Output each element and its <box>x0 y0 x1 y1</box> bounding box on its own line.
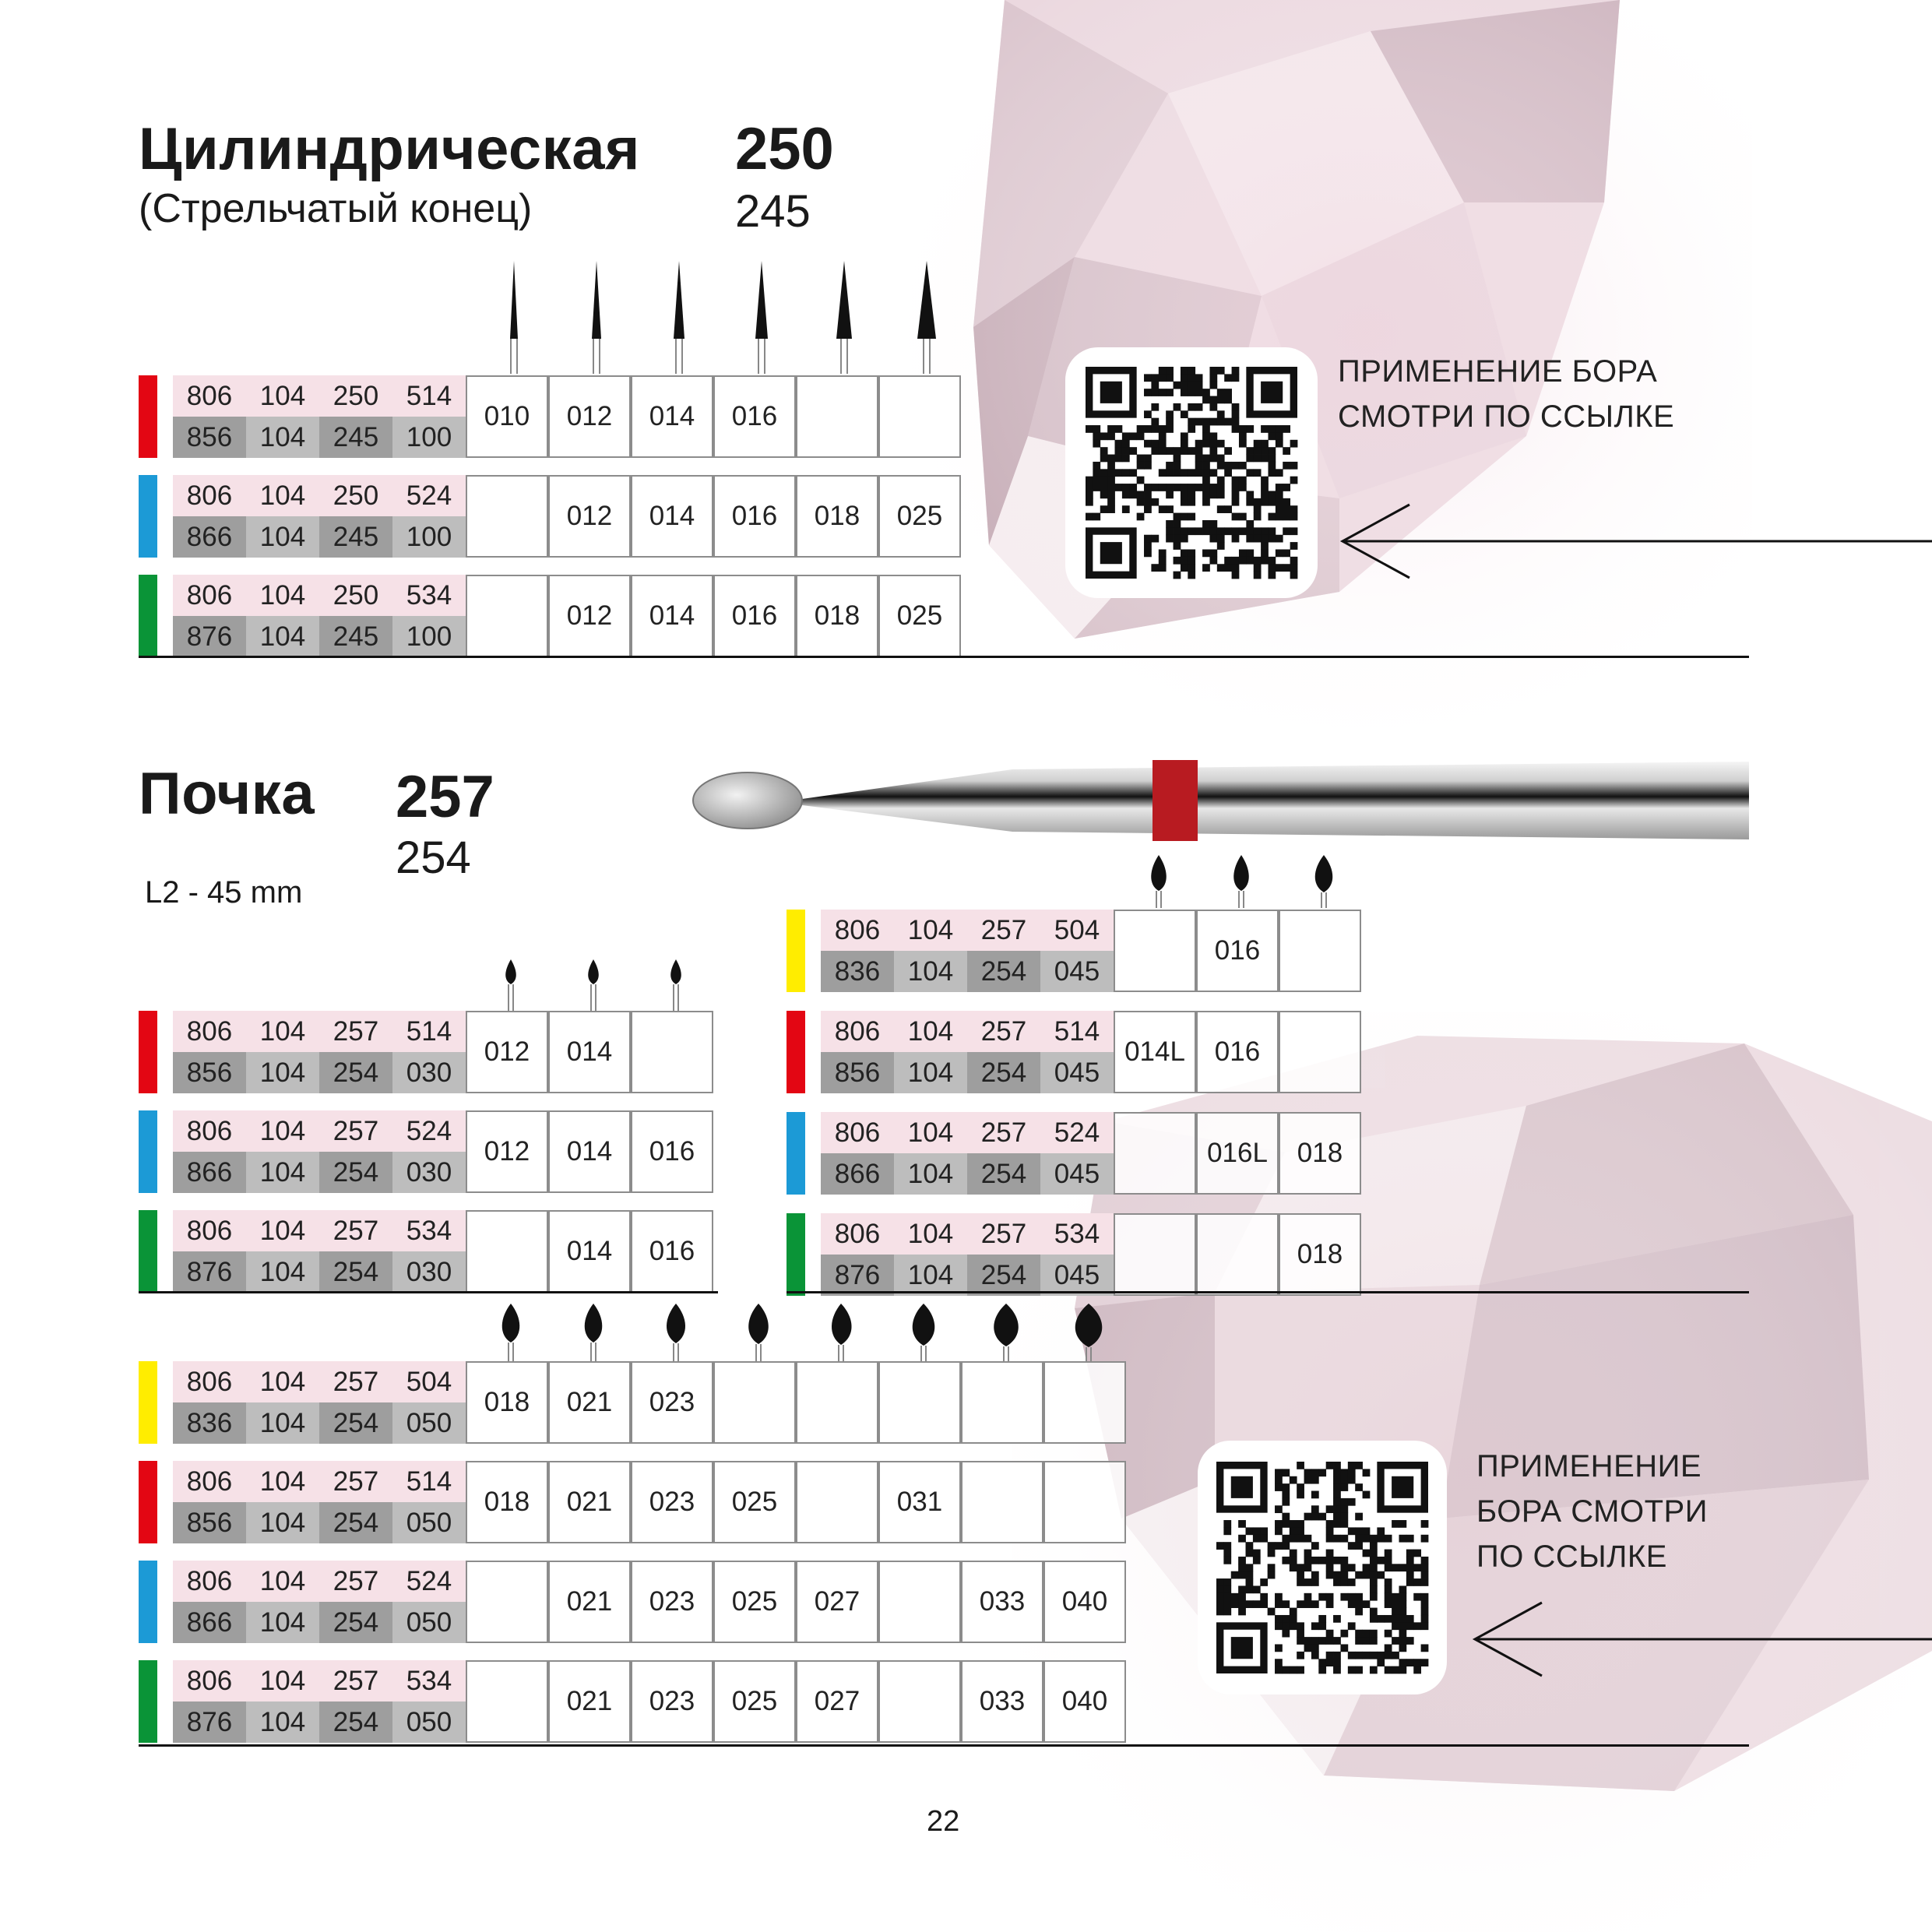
article-code-bottom: 866 <box>821 1153 894 1195</box>
section1-bur-shapes <box>469 257 967 374</box>
size-cell <box>796 1361 878 1444</box>
article-code-bottom: 104 <box>246 1602 319 1643</box>
article-code-bottom: 045 <box>1040 951 1114 992</box>
article-code-top: 806 <box>173 1461 246 1502</box>
size-cell: 012 <box>548 375 631 458</box>
section1-number-main: 250 <box>735 116 834 182</box>
article-code-bottom: 254 <box>319 1701 392 1743</box>
size-cell: 012 <box>548 575 631 657</box>
article-code-bottom: 045 <box>1040 1255 1114 1296</box>
qr-code-icon[interactable] <box>1065 347 1318 598</box>
size-cell: 018 <box>466 1461 548 1543</box>
size-cell: 010 <box>466 375 548 458</box>
article-code-bottom: 254 <box>319 1402 392 1444</box>
size-cell: 016 <box>713 475 796 558</box>
size-cell <box>1279 1011 1361 1093</box>
qr-card-1[interactable] <box>1065 347 1318 598</box>
article-code-bottom: 104 <box>246 1402 319 1444</box>
article-code-bottom: 866 <box>173 516 246 558</box>
article-code-top: 504 <box>1040 910 1114 951</box>
size-cell: 016L <box>1196 1112 1279 1195</box>
section2-number-main: 257 <box>396 764 494 830</box>
qr2-caption <box>1476 1444 1708 1579</box>
section2-divider-c <box>139 1744 1749 1747</box>
size-cell: 031 <box>878 1461 961 1543</box>
size-cell: 023 <box>631 1361 713 1444</box>
section1-number-sub: 245 <box>735 186 811 237</box>
size-cell: 040 <box>1043 1660 1126 1743</box>
size-cell: 014 <box>548 1110 631 1193</box>
article-code-bottom: 836 <box>821 951 894 992</box>
size-cell <box>1114 910 1196 992</box>
color-band-green <box>139 1660 157 1743</box>
size-cell <box>961 1361 1043 1444</box>
section1-divider <box>139 656 1749 658</box>
article-code-top: 806 <box>821 1213 894 1255</box>
size-cell: 018 <box>796 475 878 558</box>
code-row <box>139 1011 716 1093</box>
size-cell <box>631 1011 713 1093</box>
size-cell <box>713 1361 796 1444</box>
color-band-yellow <box>139 1361 157 1444</box>
article-code-top: 534 <box>392 1210 466 1251</box>
article-code-top: 534 <box>392 1660 466 1701</box>
size-cell <box>466 1561 548 1643</box>
code-row <box>139 375 964 458</box>
article-code-bottom: 245 <box>319 516 392 558</box>
article-code-bottom: 245 <box>319 417 392 458</box>
article-code-top: 104 <box>246 375 319 417</box>
size-cell: 018 <box>796 575 878 657</box>
article-code-bottom: 045 <box>1040 1153 1114 1195</box>
size-cell <box>796 375 878 458</box>
article-code-bottom: 030 <box>392 1152 466 1193</box>
article-code-top: 257 <box>319 1110 392 1152</box>
size-cell: 021 <box>548 1361 631 1444</box>
size-cell: 014 <box>631 475 713 558</box>
size-cell: 012 <box>466 1011 548 1093</box>
article-code-top: 104 <box>246 1660 319 1701</box>
size-cell: 018 <box>466 1361 548 1444</box>
article-code-bottom: 254 <box>967 1153 1040 1195</box>
article-code-bottom: 100 <box>392 616 466 657</box>
article-code-top: 806 <box>821 1011 894 1052</box>
size-cell: 023 <box>631 1660 713 1743</box>
article-code-top: 257 <box>319 1210 392 1251</box>
size-cell <box>1043 1461 1126 1543</box>
size-cell: 023 <box>631 1561 713 1643</box>
code-row <box>139 1361 1129 1444</box>
article-code-top: 806 <box>173 1561 246 1602</box>
article-code-top: 534 <box>1040 1213 1114 1255</box>
article-code-bottom: 050 <box>392 1701 466 1743</box>
section2-number-sub: 254 <box>396 832 471 883</box>
code-row <box>787 1011 1364 1093</box>
article-code-top: 104 <box>246 475 319 516</box>
article-code-bottom: 104 <box>894 951 967 992</box>
page-number: 22 <box>927 1805 960 1838</box>
size-cell: 025 <box>878 575 961 657</box>
article-code-bottom: 876 <box>173 1251 246 1293</box>
article-code-bottom: 856 <box>821 1052 894 1093</box>
code-row <box>787 1112 1364 1195</box>
article-code-bottom: 254 <box>967 1052 1040 1093</box>
article-code-top: 514 <box>1040 1011 1114 1052</box>
article-code-top: 257 <box>319 1561 392 1602</box>
color-band-blue <box>787 1112 805 1195</box>
size-cell: 021 <box>548 1461 631 1543</box>
size-cell: 025 <box>713 1461 796 1543</box>
size-cell: 021 <box>548 1660 631 1743</box>
article-code-top: 524 <box>392 1110 466 1152</box>
article-code-bottom: 104 <box>246 417 319 458</box>
arrow-left-icon <box>1470 1596 1932 1682</box>
article-code-bottom: 050 <box>392 1402 466 1444</box>
article-code-top: 104 <box>246 1110 319 1152</box>
qr-code-icon[interactable] <box>1198 1441 1447 1694</box>
color-band-red <box>139 1011 157 1093</box>
section2-title: Почка <box>139 761 315 827</box>
size-cell <box>878 375 961 458</box>
size-cell: 016 <box>1196 1011 1279 1093</box>
size-cell: 014 <box>548 1210 631 1293</box>
article-code-top: 104 <box>894 910 967 951</box>
bur-illustration <box>685 754 1749 847</box>
size-cell <box>878 1660 961 1743</box>
size-cell <box>878 1361 961 1444</box>
qr2-caption-line1: ПРИМЕНЕНИЕ <box>1476 1449 1702 1483</box>
color-band-yellow <box>787 910 805 992</box>
color-band-green <box>139 575 157 657</box>
size-cell: 016 <box>713 575 796 657</box>
article-code-top: 534 <box>392 575 466 616</box>
article-code-bottom: 866 <box>173 1152 246 1193</box>
size-cell <box>466 475 548 558</box>
article-code-bottom: 856 <box>173 1052 246 1093</box>
article-code-bottom: 045 <box>1040 1052 1114 1093</box>
article-code-top: 104 <box>246 1011 319 1052</box>
article-code-bottom: 876 <box>173 616 246 657</box>
article-code-top: 806 <box>173 1110 246 1152</box>
qr2-caption-line3: ПО ССЫЛКЕ <box>1476 1540 1667 1574</box>
article-code-top: 806 <box>173 1011 246 1052</box>
article-code-bottom: 856 <box>173 417 246 458</box>
article-code-top: 257 <box>967 910 1040 951</box>
article-code-bottom: 254 <box>319 1052 392 1093</box>
article-code-top: 806 <box>821 910 894 951</box>
code-row <box>139 1110 716 1193</box>
section2-divider-a <box>139 1291 718 1293</box>
article-code-top: 104 <box>246 1561 319 1602</box>
size-cell: 014 <box>548 1011 631 1093</box>
qr-card-2[interactable] <box>1198 1441 1447 1694</box>
article-code-bottom: 104 <box>246 1251 319 1293</box>
section2-kidney-shapes-a <box>469 956 718 1011</box>
article-code-bottom: 104 <box>246 516 319 558</box>
section2-kidney-shapes-b <box>1117 853 1366 908</box>
size-cell: 014 <box>631 375 713 458</box>
size-cell <box>466 1210 548 1293</box>
code-row <box>139 1461 1129 1543</box>
article-code-bottom: 254 <box>967 951 1040 992</box>
size-cell <box>878 1561 961 1643</box>
article-code-bottom: 104 <box>894 1052 967 1093</box>
qr1-caption-line2: СМОТРИ ПО ССЫЛКЕ <box>1338 399 1675 434</box>
size-cell: 018 <box>1279 1112 1361 1195</box>
article-code-top: 257 <box>319 1461 392 1502</box>
size-cell <box>1196 1213 1279 1296</box>
article-code-top: 104 <box>894 1213 967 1255</box>
size-cell: 040 <box>1043 1561 1126 1643</box>
article-code-top: 250 <box>319 475 392 516</box>
article-code-top: 250 <box>319 375 392 417</box>
article-code-bottom: 876 <box>173 1701 246 1743</box>
article-code-bottom: 104 <box>246 1502 319 1543</box>
size-cell <box>466 575 548 657</box>
article-code-bottom: 104 <box>894 1153 967 1195</box>
size-cell: 016 <box>713 375 796 458</box>
color-band-red <box>139 1461 157 1543</box>
article-code-bottom: 856 <box>173 1502 246 1543</box>
article-code-top: 257 <box>967 1112 1040 1153</box>
article-code-top: 257 <box>319 1660 392 1701</box>
size-cell <box>1279 910 1361 992</box>
section1-title: Цилиндрическая <box>139 116 640 182</box>
article-code-top: 806 <box>173 375 246 417</box>
article-code-top: 104 <box>894 1112 967 1153</box>
article-code-top: 806 <box>173 1361 246 1402</box>
size-cell: 025 <box>713 1660 796 1743</box>
size-cell: 014 <box>631 575 713 657</box>
article-code-top: 250 <box>319 575 392 616</box>
article-code-bottom: 254 <box>319 1251 392 1293</box>
code-row <box>139 1660 1129 1743</box>
size-cell <box>466 1660 548 1743</box>
size-cell: 012 <box>548 475 631 558</box>
article-code-bottom: 104 <box>894 1255 967 1296</box>
article-code-top: 514 <box>392 375 466 417</box>
article-code-top: 524 <box>392 475 466 516</box>
article-code-top: 806 <box>173 575 246 616</box>
code-row <box>787 910 1364 992</box>
qr1-caption <box>1338 349 1674 439</box>
article-code-bottom: 254 <box>967 1255 1040 1296</box>
section2-kidney-shapes-c <box>469 1302 1131 1361</box>
article-code-top: 257 <box>967 1011 1040 1052</box>
color-band-red <box>787 1011 805 1093</box>
article-code-bottom: 245 <box>319 616 392 657</box>
article-code-top: 806 <box>173 1660 246 1701</box>
article-code-bottom: 030 <box>392 1052 466 1093</box>
size-cell <box>961 1461 1043 1543</box>
size-cell: 027 <box>796 1561 878 1643</box>
size-cell: 033 <box>961 1561 1043 1643</box>
article-code-top: 104 <box>894 1011 967 1052</box>
size-cell <box>1043 1361 1126 1444</box>
article-code-bottom: 104 <box>246 1152 319 1193</box>
article-code-top: 524 <box>1040 1112 1114 1153</box>
article-code-top: 104 <box>246 1461 319 1502</box>
color-band-green <box>139 1210 157 1293</box>
article-code-top: 524 <box>392 1561 466 1602</box>
article-code-bottom: 104 <box>246 616 319 657</box>
size-cell: 023 <box>631 1461 713 1543</box>
qr2-caption-line2: БОРА СМОТРИ <box>1476 1494 1708 1529</box>
size-cell: 016 <box>631 1210 713 1293</box>
article-code-bottom: 100 <box>392 516 466 558</box>
article-code-bottom: 104 <box>246 1701 319 1743</box>
article-code-top: 257 <box>967 1213 1040 1255</box>
color-band-blue <box>139 1561 157 1643</box>
article-code-bottom: 100 <box>392 417 466 458</box>
size-cell: 016 <box>631 1110 713 1193</box>
code-row <box>139 575 964 657</box>
article-code-top: 257 <box>319 1011 392 1052</box>
article-code-top: 514 <box>392 1011 466 1052</box>
size-cell: 021 <box>548 1561 631 1643</box>
article-code-bottom: 030 <box>392 1251 466 1293</box>
size-cell: 012 <box>466 1110 548 1193</box>
article-code-top: 104 <box>246 575 319 616</box>
article-code-bottom: 254 <box>319 1152 392 1193</box>
code-row <box>787 1213 1364 1296</box>
article-code-top: 504 <box>392 1361 466 1402</box>
color-band-red <box>139 375 157 458</box>
section2-divider-b <box>787 1291 1749 1293</box>
size-cell <box>796 1461 878 1543</box>
size-cell: 025 <box>713 1561 796 1643</box>
arrow-left-icon <box>1338 498 1932 584</box>
size-cell: 014L <box>1114 1011 1196 1093</box>
article-code-bottom: 876 <box>821 1255 894 1296</box>
color-band-blue <box>139 1110 157 1193</box>
size-cell: 018 <box>1279 1213 1361 1296</box>
article-code-top: 104 <box>246 1361 319 1402</box>
size-cell <box>1114 1213 1196 1296</box>
size-cell: 027 <box>796 1660 878 1743</box>
article-code-top: 806 <box>821 1112 894 1153</box>
article-code-bottom: 050 <box>392 1502 466 1543</box>
article-code-bottom: 254 <box>319 1502 392 1543</box>
article-code-bottom: 254 <box>319 1602 392 1643</box>
color-band-blue <box>139 475 157 558</box>
code-row <box>139 1210 716 1293</box>
article-code-top: 806 <box>173 475 246 516</box>
article-code-bottom: 050 <box>392 1602 466 1643</box>
size-cell: 016 <box>1196 910 1279 992</box>
article-code-bottom: 836 <box>173 1402 246 1444</box>
size-cell: 025 <box>878 475 961 558</box>
section2-length-note: L2 - 45 mm <box>145 875 303 910</box>
color-band-green <box>787 1213 805 1296</box>
article-code-top: 104 <box>246 1210 319 1251</box>
article-code-bottom: 866 <box>173 1602 246 1643</box>
qr1-caption-line1: ПРИМЕНЕНИЕ БОРА <box>1338 354 1658 389</box>
size-cell: 033 <box>961 1660 1043 1743</box>
article-code-bottom: 104 <box>246 1052 319 1093</box>
section1-subtitle: (Стрельчатый конец) <box>139 186 533 231</box>
article-code-top: 257 <box>319 1361 392 1402</box>
article-code-top: 514 <box>392 1461 466 1502</box>
size-cell <box>1114 1112 1196 1195</box>
article-code-top: 806 <box>173 1210 246 1251</box>
code-row <box>139 1561 1129 1643</box>
code-row <box>139 475 964 558</box>
